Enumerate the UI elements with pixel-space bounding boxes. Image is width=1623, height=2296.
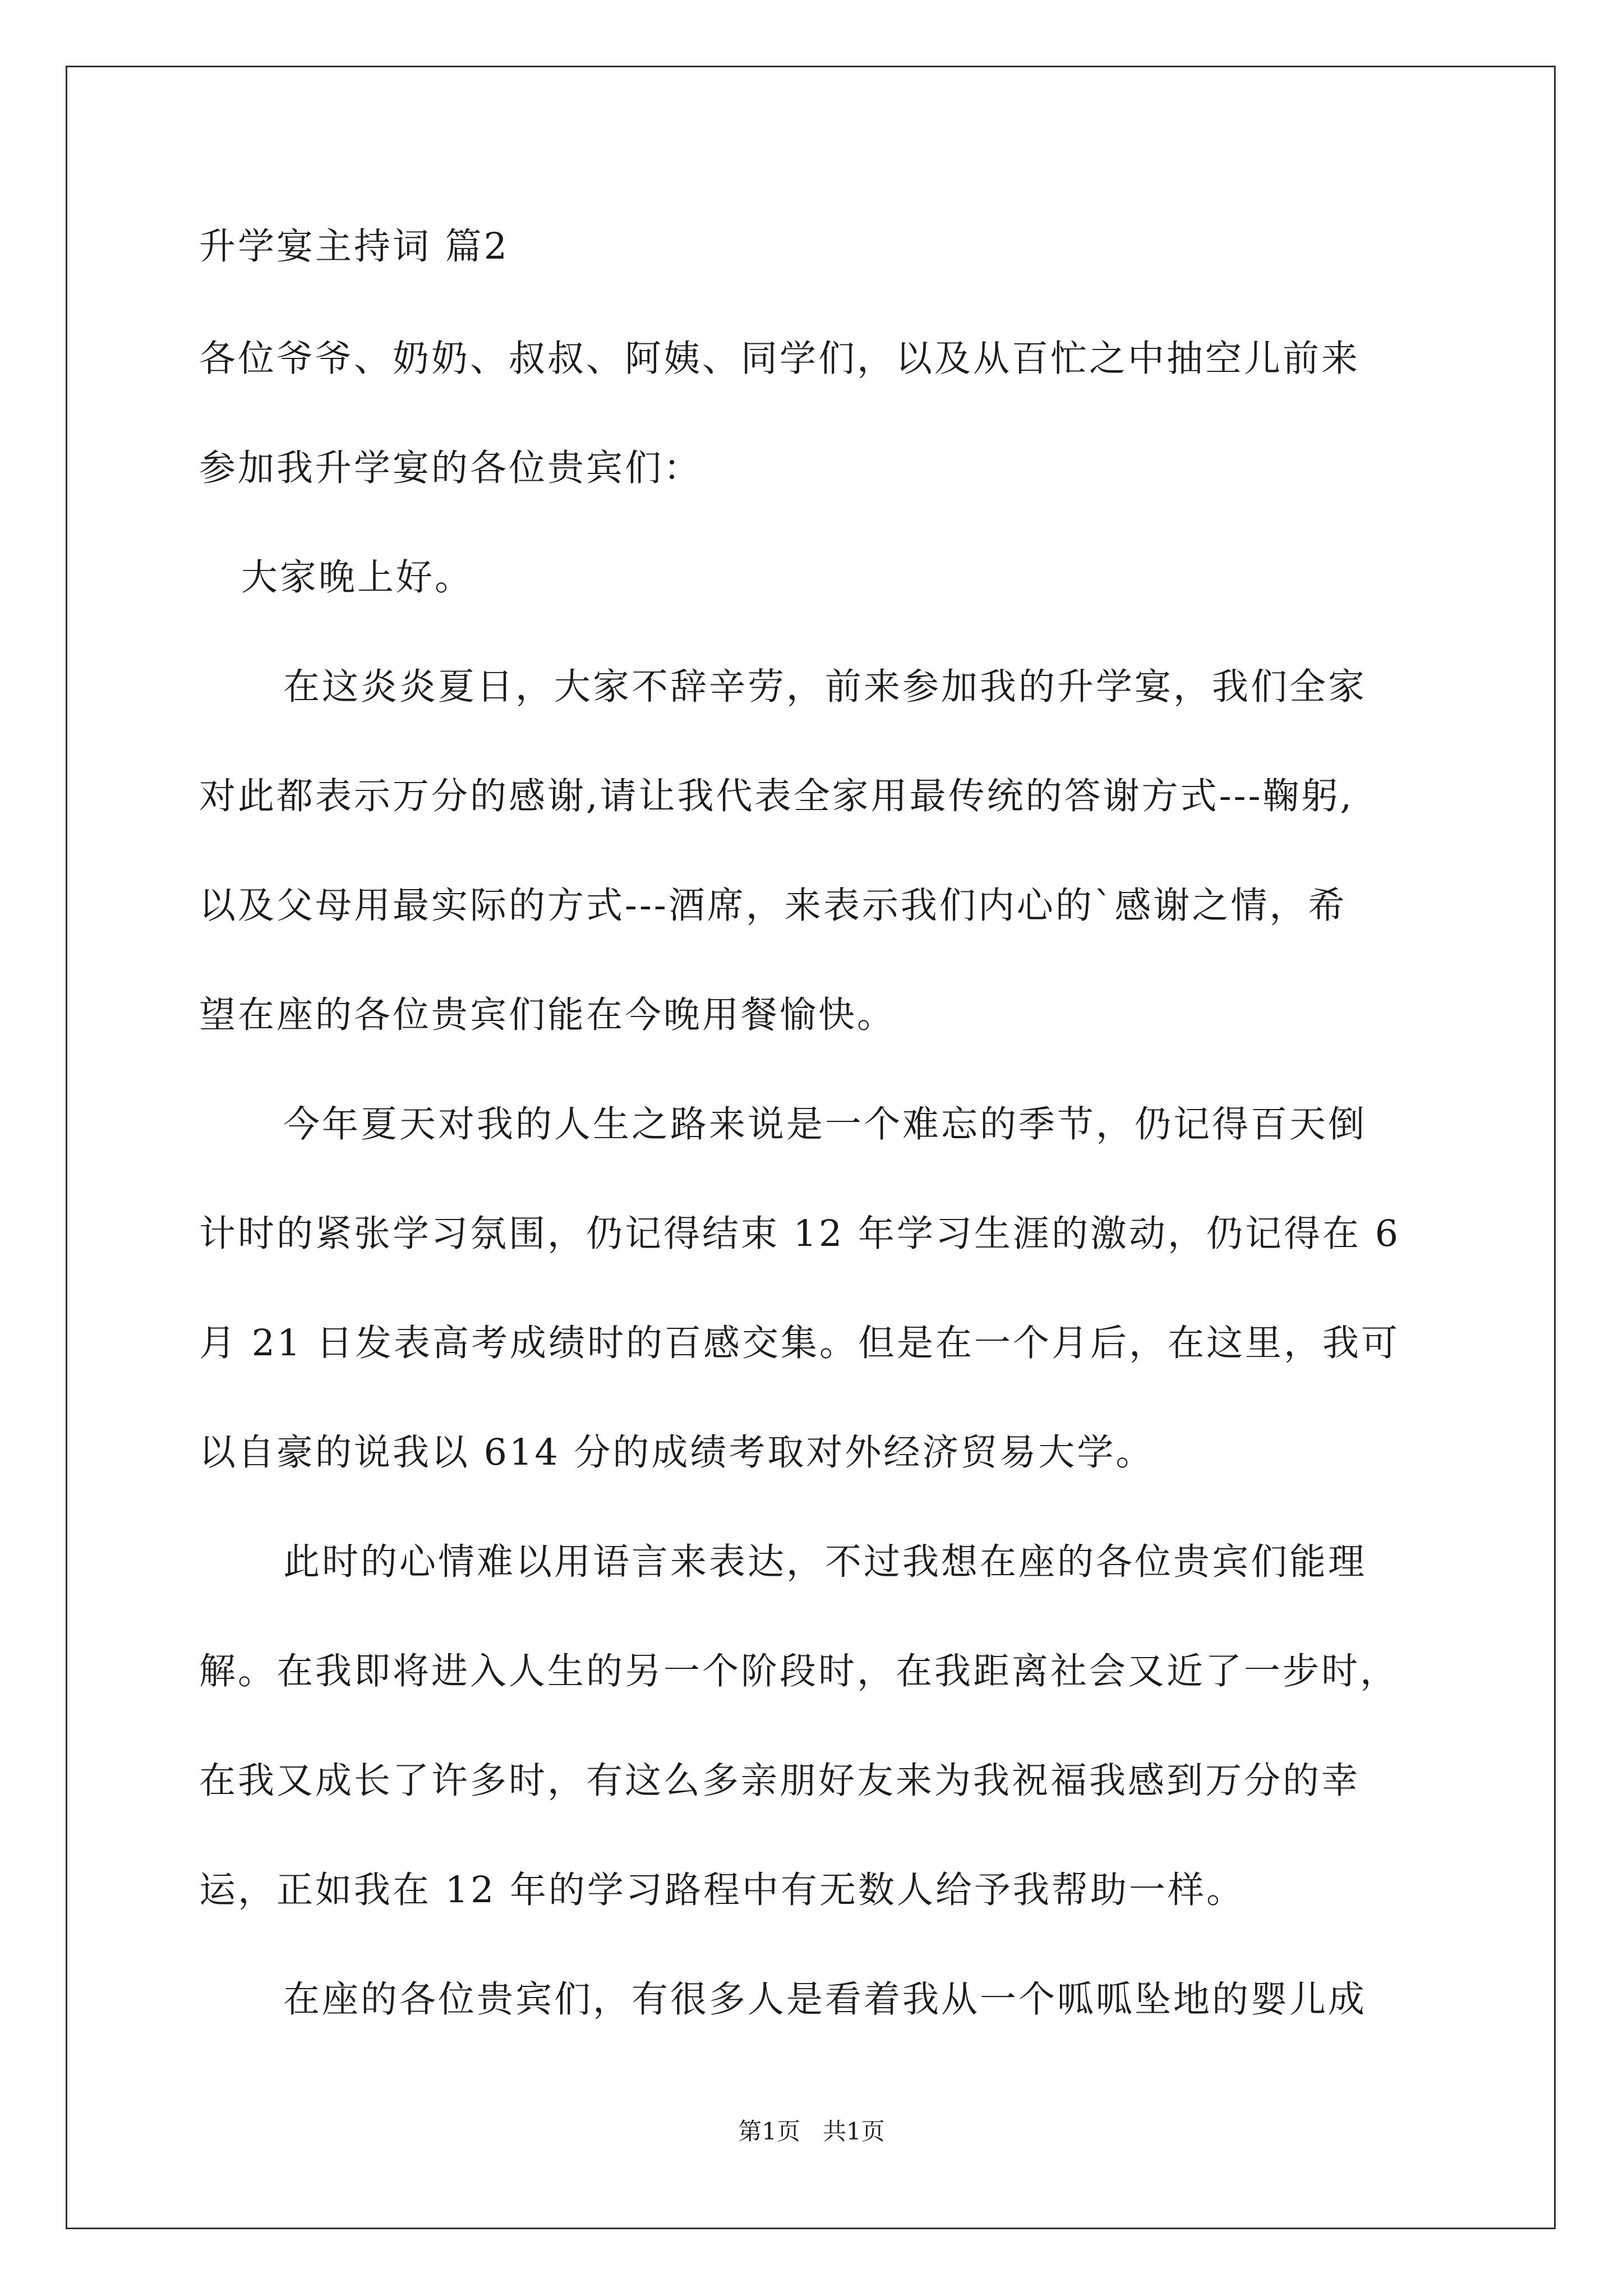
paragraph-line: 计时的紧张学习氛围，仍记得结束 12 年学习生涯的激动，仍记得在 6 [199,1213,1401,1255]
paragraph-line: 望在座的各位贵宾们能在今晚用餐愉快。 [199,994,896,1036]
paragraph-line: 解。在我即将进入人生的另一个阶段时，在我距离社会又近了一步时， [199,1650,1399,1692]
paragraph-line: 今年夏天对我的人生之路来说是一个难忘的季节，仍记得百天倒 [283,1103,1367,1145]
paragraph-line: 运，正如我在 12 年的学习路程中有无数人给予我帮助一样。 [199,1869,1246,1911]
paragraph-line: 以自豪的说我以 614 分的成绩考取对外经济贸易大学。 [199,1432,1155,1474]
paragraph-line: 此时的心情难以用语言来表达，不过我想在座的各位贵宾们能理 [283,1541,1367,1583]
paragraph-line: 以及父母用最实际的方式---酒席，来表示我们内心的`感谢之情，希 [199,885,1347,927]
document-title: 升学宴主持词 篇2 [199,226,510,268]
paragraph-line: 在我又成长了许多时，有这么多亲朋好友来为我祝福我感到万分的幸 [199,1760,1361,1802]
paragraph-line: 月 21 日发表高考成绩时的百感交集。但是在一个月后，在这里，我可 [199,1322,1400,1364]
paragraph-line: 参加我升学宴的各位贵宾们： [199,447,703,489]
paragraph-line: 大家晚上好。 [241,556,474,599]
paragraph-line: 在座的各位贵宾们，有很多人是看着我从一个呱呱坠地的婴儿成 [283,1978,1367,2021]
paragraph-line: 各位爷爷、奶奶、叔叔、阿姨、同学们，以及从百忙之中抽空儿前来 [199,338,1361,380]
paragraph-line: 在这炎炎夏日，大家不辞辛劳，前来参加我的升学宴，我们全家 [283,666,1367,708]
page-footer: 第1页 共1页 [738,2118,885,2145]
paragraph-line: 对此都表示万分的感谢,请让我代表全家用最传统的答谢方式---鞠躬, [199,775,1354,817]
